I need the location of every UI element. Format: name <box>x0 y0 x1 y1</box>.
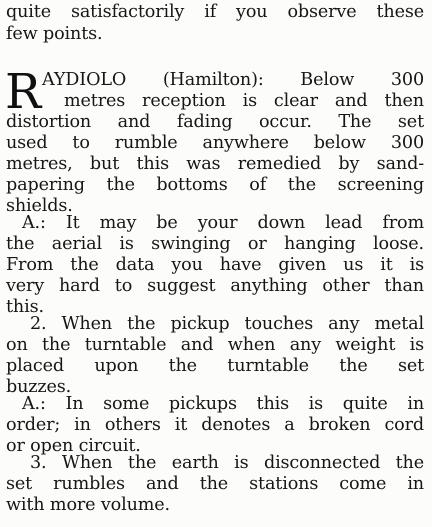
drop-cap-letter: R <box>5 64 41 120</box>
question-line-4: used to rumble anywhere below 300 <box>6 133 424 153</box>
question-line-5: metres, but this was remedied by sand- <box>6 154 424 174</box>
question-line-6: papering the bottoms of the screening <box>6 175 424 195</box>
question-line-2: metres reception is clear and then <box>64 91 424 111</box>
answer-1-line-5: this. <box>6 297 44 317</box>
question-line-3: distortion and fading occur. The set <box>6 112 424 132</box>
answer-1-line-2: the aerial is swinging or hanging loose. <box>6 234 424 254</box>
question-2-line-4: buzzes. <box>6 377 72 397</box>
question-2-line-1: 2. When the pickup touches any metal <box>30 314 424 334</box>
question-2-line-3: placed upon the turntable the set <box>6 356 424 376</box>
question-3-line-2: set rumbles and the stations come in <box>6 474 424 494</box>
question-3-line-1: 3. When the earth is disconnected the <box>30 453 424 473</box>
answer-1-line-3: From the data you have given us it is <box>6 255 424 275</box>
answer-2-line-3: or open circuit. <box>6 436 141 456</box>
answer-1-line-4: very hard to suggest anything other than <box>6 276 424 296</box>
question-3-line-3: with more volume. <box>6 495 170 515</box>
question-line-7: shields. <box>6 196 73 216</box>
question-line-1: AYDIOLO (Hamilton): Below 300 <box>42 70 424 90</box>
answer-2-line-1: A.: In some pickups this is quite in <box>22 394 424 414</box>
answer-2-line-2: order; in others it denotes a broken cord <box>6 415 424 435</box>
answer-1-line-1: A.: It may be your down lead from <box>22 213 424 233</box>
question-2-line-2: on the turntable and when any weight is <box>6 335 424 355</box>
intro-line-2: few points. <box>6 24 103 44</box>
intro-line-1: quite satisfactorily if you observe these <box>6 2 424 22</box>
